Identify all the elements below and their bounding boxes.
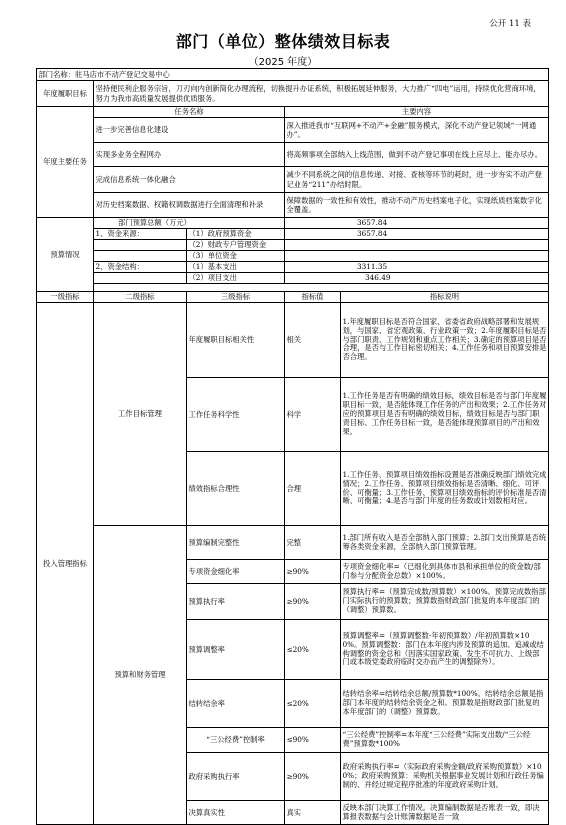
level1-indicator: 投入管理指标: [37, 303, 94, 825]
indicator-description: 1.工作任务、预算项目绩效指标设置是否准确反映部门绩效完成情况；2.工作任务、预算项目绩效指标是否清晰、细化、可评价、可衡量；3.工作任务、预算项目绩效指标的评价标准是否清晰、可衡量；4.是否与部门年度的任务数或计划数相对应。: [341, 452, 549, 526]
fund-source-value: [285, 251, 549, 262]
indicator-description: 预算调整率=（预算调整数-年初预算数）/年初预算数×100%。预算调整数：部门在本年度内涉及预算的追加、追减或结构调整的资金总和（因落实国家政策、发生不可抗力、上级部门或本级党委政府临时交办而产生的调整除外）。: [341, 620, 549, 680]
level3-indicator: 结转结余率: [187, 680, 285, 728]
fund-structure-item: （2）项目支出: [187, 273, 285, 284]
indicator-description: 1.年度履职目标是否符合国家、省委省政府战略部署和发展规划，与国家、省宏观政策、行业政策一致；2.年度履职目标是否与部门职责、工作规划和重点工作相关；3.确定的预算项目是否合理，是否与工作目标密切相关；4.工作任务和项目预算安排是否合理。: [341, 303, 549, 378]
fund-source-value: [285, 240, 549, 251]
indicator-header: 二级指标: [94, 292, 187, 303]
task-name: 实现多业务全程网办: [94, 143, 285, 167]
department-name: 部门名称：驻马店市不动产登记交易中心: [37, 69, 549, 81]
budget-total-value: 3657.84: [285, 218, 549, 229]
annual-goal-label: 年度履职目标: [37, 81, 94, 107]
page-title: 部门（单位）整体绩效目标表: [175, 32, 391, 51]
fund-structure-value: 346.49: [285, 273, 549, 284]
fund-source-label: 1、资金来源：: [94, 229, 187, 240]
annual-goal-text: 坚持便民利企服务宗旨，刀刃向内创新简化办理流程，切换提升办证系统，积极拓展延伸服务，大力推广“四电”运用，持续优化营商环境，努力为我市高质量发展提供优质服务。: [94, 81, 549, 107]
indicator-description: “三公经费”控制率=本年度“三公经费”实际支出数/“三公经费”预算数*100%: [341, 728, 549, 753]
indicator-value: 真实: [285, 801, 341, 825]
disclosure-label: 公开 11 表: [489, 19, 531, 29]
indicator-value: ≥90%: [285, 560, 341, 584]
level3-indicator: “三公经费”控制率: [187, 728, 285, 753]
budget-label: 预算情况: [37, 218, 94, 292]
indicator-value: ≥90%: [285, 753, 341, 801]
indicator-value: 完整: [285, 526, 341, 560]
budget-total-label: 部门预算总额（万元）: [94, 218, 285, 229]
task-name: 对历史档案数据、权籍权调数据进行全面清理和补录: [94, 193, 285, 218]
indicator-value: ≤20%: [285, 620, 341, 680]
indicator-header: 三级指标: [187, 292, 285, 303]
task-content: 保障数据的一致性和有效性，推动不动产历史档案电子化，实现纸质档案数字化全覆盖。: [285, 193, 549, 218]
indicator-value: ≤20%: [285, 680, 341, 728]
level3-indicator: 决算真实性: [187, 801, 285, 825]
indicator-value: ≤90%: [285, 728, 341, 753]
indicator-description: 预算执行率=（预算完成数/预算数）×100%。预算完成数指部门实际执行的预算数；预算数指财政部门批复的本年度部门的（调整）预算数。: [341, 584, 549, 620]
main-tasks-label: 年度主要任务: [37, 107, 94, 218]
level3-indicator: 专项资金细化率: [187, 560, 285, 584]
indicator-description: 1.工作任务是否有明确的绩效目标，绩效目标是否与部门年度履职目标一致，是否能体现工作任务的产出和效果；2.工作任务对应的预算项目是否有明确的绩效目标，绩效目标是否与部门职责目标、工作任务目标一致，是否能体现预算项目的产出和效果。: [341, 378, 549, 452]
indicator-header: 指标值: [285, 292, 341, 303]
task-name-header: 任务名称: [94, 107, 285, 118]
level3-indicator: 预算执行率: [187, 584, 285, 620]
level2-indicator: 预算和财务管理: [94, 526, 187, 825]
task-content-header: 主要内容: [285, 107, 549, 118]
level3-indicator: 政府采购执行率: [187, 753, 285, 801]
level3-indicator: 预算编制完整性: [187, 526, 285, 560]
level3-indicator: 工作任务科学性: [187, 378, 285, 452]
level2-indicator: 工作目标管理: [94, 303, 187, 526]
indicator-description: 专项资金细化率=（已细化到具体市县和承担单位的资金数/部门参与分配资金总数）×100%。: [341, 560, 549, 584]
fund-structure-label: 2、资金结构：: [94, 262, 187, 273]
indicator-header: 一级指标: [37, 292, 94, 303]
indicator-value: 相关: [285, 303, 341, 378]
indicator-description: 结转结余率=结转结余总额/预算数*100%。结转结余总额是指部门本年度的结转结余资金之和。预算数是指财政部门批复的本年度部门的（调整）预算数。: [341, 680, 549, 728]
performance-goal-table: [36, 68, 549, 825]
fund-structure-value: 3311.35: [285, 262, 549, 273]
fund-source-item: （2）财政专户管理资金: [187, 240, 285, 251]
fund-source-item: （1）政府预算资金: [187, 229, 285, 240]
task-name: 进一步完善信息化建设: [94, 118, 285, 143]
task-content: 将高频事项全部纳入上线范围，做到不动产登记事项在线上应尽上、能办尽办。: [285, 143, 549, 167]
level3-indicator: 预算调整率: [187, 620, 285, 680]
indicator-header: 指标说明: [341, 292, 549, 303]
year-label: （2025 年度）: [248, 57, 318, 68]
task-content: 深入推进我市“互联网+不动产+金融”服务模式，深化不动产登记领域“一网通办”。: [285, 118, 549, 143]
fund-source-item: （3）单位资金: [187, 251, 285, 262]
level3-indicator: 年度履职目标相关性: [187, 303, 285, 378]
indicator-value: 科学: [285, 378, 341, 452]
indicator-description: 政府采购执行率=（实际政府采购金额/政府采购预算数）×100%；政府采购预算：采购机关根据事业发展计划和行政任务编制的、并经过规定程序批准的年度政府采购计划。: [341, 753, 549, 801]
indicator-description: 1.部门所有收入是否全部纳入部门预算；2.部门支出预算是否统筹各类资金来源，全部纳入部门预算管理。: [341, 526, 549, 560]
fund-source-value: 3657.84: [285, 229, 549, 240]
level3-indicator: 绩效指标合理性: [187, 452, 285, 526]
task-content: 减少不同系统之间的信息传递、对接、查核等环节的耗时，进一步夯实不动产登记业务“211”办结时限。: [285, 167, 549, 193]
task-name: 完成信息系统一体化融合: [94, 167, 285, 193]
indicator-value: 合理: [285, 452, 341, 526]
fund-structure-item: （1）基本支出: [187, 262, 285, 273]
indicator-value: ≥90%: [285, 584, 341, 620]
indicator-description: 反映本部门决算工作情况。决算编制数据是否账表一致，即决算报表数据与会计账簿数据是否一致: [341, 801, 549, 825]
